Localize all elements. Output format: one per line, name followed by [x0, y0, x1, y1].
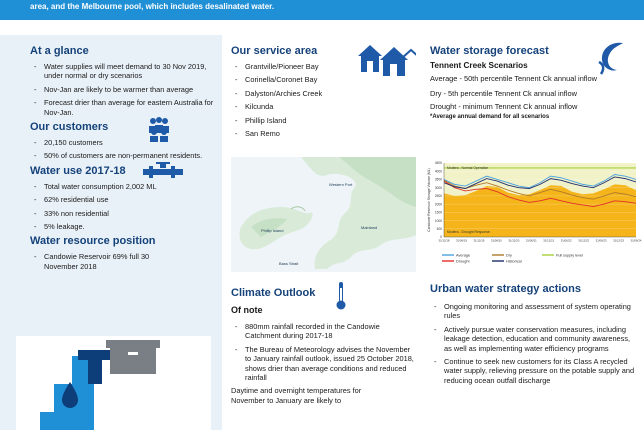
strategy-list: [430, 302, 635, 385]
storage-chart: [422, 157, 644, 272]
list-item: - 33% non residential: [30, 209, 215, 218]
y-tick-label: 4500: [434, 161, 442, 166]
list-item: - Phillip Island: [231, 116, 416, 125]
climate-title: Climate Outlook: [231, 287, 316, 299]
at-a-glance-list: [30, 62, 215, 117]
list-item: - 20,150 customers: [30, 138, 215, 147]
customers-title: Our customers: [30, 121, 109, 134]
x-tick-label: 31/06/22: [560, 238, 572, 243]
water-use-list: [30, 182, 215, 232]
storage-title: Water storage forecast: [430, 45, 549, 57]
storage-section: [430, 45, 635, 120]
y-axis-title: Candowie Reservoir Storage Volume (ML): [427, 168, 431, 232]
band-label-normal: Modera - Normal Operation: [447, 166, 489, 170]
top-banner: [0, 0, 644, 20]
y-tick-label: 4000: [434, 169, 442, 174]
pipe-valve-icon: [143, 162, 183, 180]
service-area-section: [231, 45, 416, 142]
houses-icon: [356, 42, 416, 78]
x-tick-label: 31/06/19: [456, 238, 467, 243]
map-label-western-port: Western Port: [329, 182, 353, 187]
list-item: - Forecast drier than average for eastern Australia for Nov-Jan.: [30, 98, 215, 117]
legend-label-drought: Drought: [456, 259, 470, 264]
list-item: - Corinella/Coronet Bay: [231, 75, 416, 84]
at-a-glance-section: [30, 45, 215, 117]
list-item: - Grantville/Pioneer Bay: [231, 62, 416, 71]
y-tick-label: 3500: [434, 177, 442, 182]
list-item: - Actively pursue water conservation measures, including leakage detection, education and community awareness, as well as implementing water efficiency programs: [430, 325, 635, 353]
left-panel: [0, 35, 222, 430]
list-item: - Water supplies will meet demand to 30 Nov 2019, under normal or dry scenarios: [30, 62, 215, 81]
climate-section: [231, 287, 416, 405]
storage-note: *Average annual demand for all scenarios: [430, 113, 550, 120]
customers-section: [30, 121, 215, 161]
list-item: - The Bureau of Meteorology advises the November to January rainfall outlook, issued 25 October 2018, shows drier than average conditions and reduced rainfall: [231, 345, 416, 383]
at-a-glance-title: At a glance: [30, 45, 89, 57]
water-wave-icon: [595, 40, 625, 76]
list-item: - San Remo: [231, 129, 416, 138]
list-item: - Nov-Jan are likely to be warmer than average: [30, 85, 215, 94]
water-use-section: [30, 165, 215, 232]
band-label-drought: Modera - Drought Response: [447, 230, 490, 234]
y-tick-label: 1500: [434, 210, 442, 215]
list-item: - 62% residential use: [30, 195, 215, 204]
climate-footer: Daytime and overnight temperatures for November to January are likely to: [231, 386, 362, 405]
list-item: - Total water consumption 2,002 ML: [30, 182, 215, 191]
water-resource-section: [30, 235, 215, 271]
water-resource-title: Water resource position: [30, 235, 156, 248]
list-item: - Continue to seek new customers for its Class A recycled water supply, relieving pressure on the potable supply and reducing ocean outfall discharge: [430, 357, 635, 385]
storage-subtitle: Tennent Creek Scenarios: [430, 61, 528, 70]
tap-illustration: [0, 322, 222, 430]
x-tick-label: 31/12/22: [578, 238, 590, 243]
map-label-phillip-island: Phillip Island: [261, 228, 284, 233]
y-tick-label: 1000: [434, 218, 442, 223]
customers-list: [30, 138, 215, 161]
x-tick-label: 31/06/23: [595, 238, 607, 243]
list-item: - 50% of customers are non-permanent residents.: [30, 151, 215, 160]
y-tick-label: 3000: [434, 185, 442, 190]
x-tick-label: 31/12/19: [473, 238, 485, 243]
list-item: - 880mm rainfall recorded in the Candowie Catchment during 2017-18: [231, 322, 416, 341]
list-item: - 5% leakage.: [30, 222, 215, 231]
storage-line-drought: Drought - minimum Tennent Ck annual inflow: [430, 102, 578, 111]
legend-label-average: Average: [456, 253, 471, 258]
legend-label-dry: Dry: [506, 253, 512, 258]
x-tick-label: 31/12/21: [543, 238, 555, 243]
x-tick-label: 31/12/23: [613, 238, 624, 243]
water-use-title: Water use 2017-18: [30, 164, 126, 177]
x-tick-label: 31/12/20: [508, 238, 520, 243]
banner-text: area, and the Melbourne pool, which includes desalinated water.: [30, 2, 275, 11]
y-tick-label: 500: [436, 226, 442, 231]
x-tick-label: 31/06/21: [525, 238, 537, 243]
strategy-title: Urban water strategy actions: [430, 283, 581, 295]
y-tick-label: 2500: [434, 194, 442, 199]
x-tick-label: 31/06/24: [630, 238, 642, 243]
list-item: - Dalyston/Archies Creek: [231, 89, 416, 98]
map-label-mainland: Mainland: [361, 225, 378, 230]
strategy-section: [430, 283, 635, 389]
legend-label-historical: Historical: [506, 259, 522, 264]
y-tick-label: 0: [440, 235, 442, 240]
service-area-title: Our service area: [231, 45, 318, 57]
y-tick-label: 2000: [434, 202, 442, 207]
list-item: - Candowie Reservoir 69% full 30 November 2018: [30, 252, 160, 271]
list-item: - Ongoing monitoring and assessment of system operating rules: [430, 302, 635, 321]
service-area-map: [231, 157, 416, 272]
x-tick-label: 31/06/20: [490, 238, 502, 243]
climate-subtitle: Of note: [231, 305, 263, 315]
legend-label-full-supply-level: Full supply level: [556, 253, 584, 258]
right-panel: [422, 35, 644, 430]
thermometer-icon: [335, 282, 347, 310]
map-label-bass-strait: Bass Strait: [279, 261, 299, 266]
list-item: - Kilcunda: [231, 102, 416, 111]
x-tick-label: 31/12/18: [438, 238, 450, 243]
storage-line-dry: Dry - 5th percentile Tennent Ck annual inflow: [430, 88, 577, 98]
middle-panel: [222, 35, 422, 430]
climate-list: [231, 322, 416, 382]
water-resource-list: [30, 252, 215, 271]
storage-line-average: Average - 50th percentile Tennent Ck annual inflow: [430, 74, 597, 83]
